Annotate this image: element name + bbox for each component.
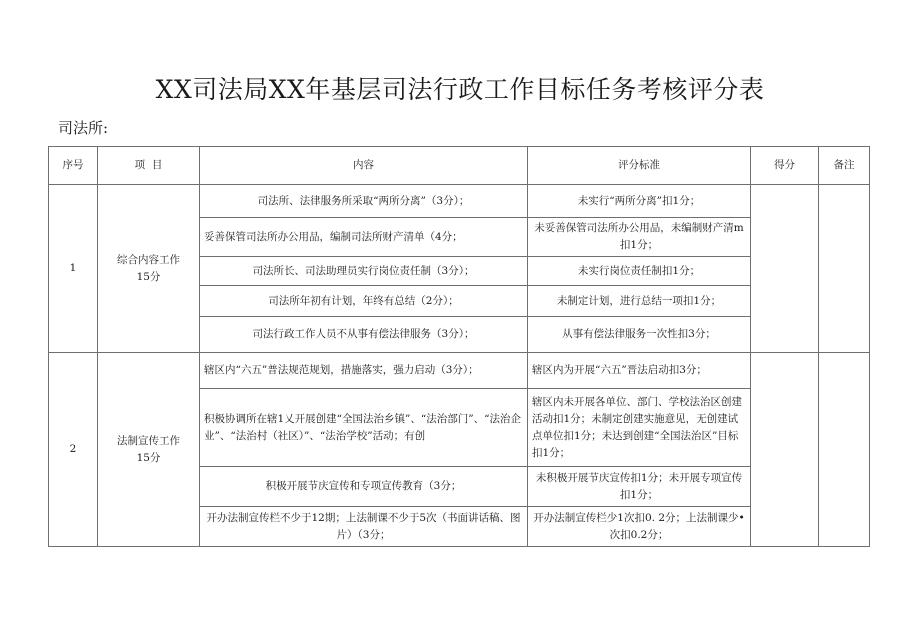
scoring-table [48, 146, 870, 547]
section-item-points: 15分 [136, 270, 161, 283]
header-remark: 备注 [819, 147, 870, 185]
content-cell: 司法行政工作人员不从事有偿法律服务（3分）； [200, 317, 528, 353]
section-item-name: 综合内容工作 [117, 253, 180, 266]
content-cell: 积极协调所在辖1乂开展创建“全国法治乡镇”、“法治部门”、“法治企业”、“法治村（社区）”、“法治学校”活动；有创 [200, 389, 528, 467]
header-no: 序号 [49, 147, 98, 185]
section-number: 1 [49, 185, 98, 353]
content-cell: 开办法制宣传栏不少于12期；上法制课不少于5次（书面讲话稿、图片）（3分； [200, 507, 528, 547]
content-cell: 积极开展节庆宣传和专项宣传教育（3分； [200, 467, 528, 507]
remark-cell[interactable] [819, 353, 870, 547]
standard-cell: 未制定计划，进行总结一项扣1分； [528, 286, 751, 317]
header-item: 项 目 [98, 147, 200, 185]
standard-cell: 从事有偿法律服务一次性扣3分； [528, 317, 751, 353]
standard-cell: 未积极开展节庆宣传扣1分；未开展专项宣传扣1分； [528, 467, 751, 507]
judicial-office-label: 司法所: [58, 119, 109, 137]
standard-cell: 未妥善保管司法所办公用品，未编制财产清m扣1分； [528, 218, 751, 257]
header-content: 内容 [200, 147, 528, 185]
score-cell[interactable] [751, 353, 819, 547]
content-cell: 司法所长、司法助理员实行岗位责任制（3分）； [200, 257, 528, 286]
score-cell[interactable] [751, 185, 819, 353]
section-number: 2 [49, 353, 98, 547]
section-item [98, 185, 200, 353]
standard-cell: 开办法制宣传栏少1次扣0. 2分；上法制课少•次扣0.2分； [528, 507, 751, 547]
header-standard: 评分标准 [528, 147, 751, 185]
table-row [49, 353, 870, 389]
section-item-name: 法制宣传工作 [117, 434, 180, 447]
content-cell: 司法所年初有计划，年终有总结（2分）； [200, 286, 528, 317]
standard-cell: 未实行岗位责任制扣1分； [528, 257, 751, 286]
content-cell: 辖区内“六五”普法规范规划，措施落实，强力启动（3分）； [200, 353, 528, 389]
content-cell: 妥善保管司法所办公用品，编制司法所财产清单（4分； [200, 218, 528, 257]
table-header-row [49, 147, 870, 185]
section-item [98, 353, 200, 547]
standard-cell: 辖区内为开展“六五”晋法启动扣3分； [528, 353, 751, 389]
header-score: 得分 [751, 147, 819, 185]
remark-cell[interactable] [819, 185, 870, 353]
section-item-points: 15分 [136, 451, 161, 464]
standard-cell: 未实行“两所分离”扣1分； [528, 185, 751, 218]
standard-cell: 辖区内未开展各单位、部门、学校法治区创建活动扣1分；未制定创建实施意见，无创建试点单位扣1分；未达到创建“全国法治区”目标扣1分； [528, 389, 751, 467]
document-title: XX司法局XX年基层司法行政工作目标任务考核评分表 [155, 75, 765, 104]
table-row [49, 185, 870, 218]
content-cell: 司法所、法律服务所采取“两所分离”（3分）； [200, 185, 528, 218]
